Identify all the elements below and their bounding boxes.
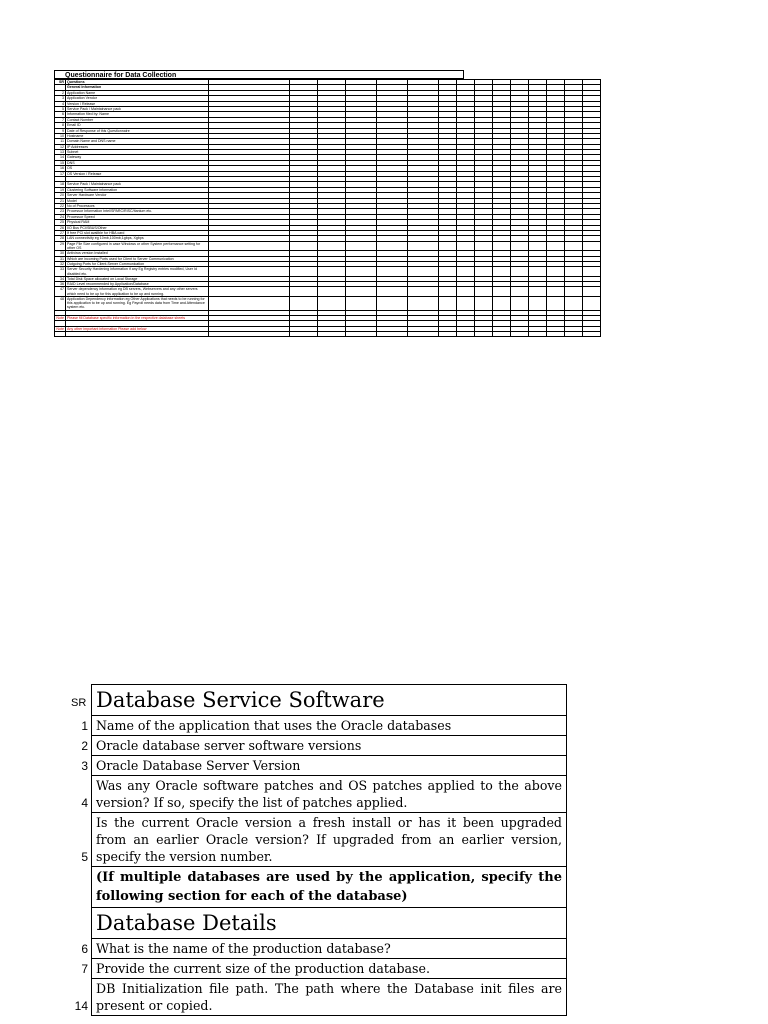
sheet-sr-cell: 33 xyxy=(55,267,66,276)
sheet-empty-cell xyxy=(439,287,457,296)
sheet-sr-cell xyxy=(55,332,66,337)
question-row xyxy=(92,959,567,979)
sheet-question-cell: Contact Number xyxy=(66,117,209,122)
sheet-empty-cell xyxy=(290,296,318,310)
question-row-cell: What is the name of the production database? xyxy=(92,939,567,959)
sheet-empty-cell xyxy=(408,241,439,250)
sheet-sr-cell: 7 xyxy=(55,117,66,122)
sheet-empty-cell xyxy=(318,241,346,250)
sheet-empty-cell xyxy=(493,287,511,296)
sr-number: 6 xyxy=(81,941,88,956)
sheet-empty-cell xyxy=(547,296,565,310)
sheet-question-cell: RAID Level recommended by Application/Database xyxy=(66,282,209,287)
sheet-question-cell: DNS xyxy=(66,160,209,165)
sheet-sr-cell: 30 xyxy=(55,251,66,256)
sheet-empty-cell xyxy=(408,287,439,296)
sheet-empty-cell xyxy=(511,332,529,337)
sheet-empty-cell xyxy=(346,296,377,310)
sheet-sr-cell: Note xyxy=(56,326,64,331)
question-row xyxy=(92,756,567,776)
section-heading xyxy=(92,685,567,716)
sheet-sr-cell: 15 xyxy=(55,160,66,165)
sheet-empty-cell xyxy=(475,287,493,296)
sheet-question-cell: Please fill Database specific information in the respective database sheets xyxy=(66,315,209,320)
sheet-empty-cell xyxy=(565,267,583,276)
sheet-empty-cell xyxy=(547,241,565,250)
sheet-question-cell: Information filed by: Name xyxy=(66,112,209,117)
sheet-empty-cell xyxy=(511,267,529,276)
section-heading-cell: Database Service Software xyxy=(92,685,567,716)
sheet-sr-cell: 26 xyxy=(55,225,66,230)
multiple-db-note xyxy=(92,867,567,908)
sheet-question-cell: OS xyxy=(66,166,209,171)
sheet-question-cell: Outgoing Ports for Client-Server Communication xyxy=(66,261,209,266)
sheet-question-cell: Questions xyxy=(66,80,209,85)
question-row xyxy=(92,813,567,867)
sheet-question-cell: Clustering Software information xyxy=(66,187,209,192)
sheet-question-cell: Page File Size configured in case Windows or other System performance setting for other OS xyxy=(66,241,209,250)
question-row-cell: Provide the current size of the production database. xyxy=(92,959,567,979)
sheet-sr-cell: 11 xyxy=(55,139,66,144)
sheet-sr-cell: 16 xyxy=(55,166,66,171)
sheet-empty-cell xyxy=(439,296,457,310)
sheet-sr-cell: 14 xyxy=(55,155,66,160)
sheet-question-cell: Service Pack / Maintainance pack xyxy=(66,106,209,111)
sheet-row xyxy=(55,267,601,276)
sheet-empty-cell xyxy=(457,241,475,250)
sheet-sr-cell: SR xyxy=(55,80,66,85)
sheet-question-cell xyxy=(66,332,209,337)
questionnaire-table xyxy=(54,79,601,337)
sheet-question-cell: If free PCI slot availble for HBA card xyxy=(66,230,209,235)
sheet-sr-cell: 27 xyxy=(55,230,66,235)
sheet-question-cell: No of Processors xyxy=(66,203,209,208)
sheet-sr-cell: 3 xyxy=(55,96,66,101)
sheet-empty-cell xyxy=(318,267,346,276)
question-row xyxy=(92,776,567,813)
sheet-empty-cell xyxy=(457,296,475,310)
sheet-question-cell: Date of Response of this Questionnaire xyxy=(66,128,209,133)
sheet-empty-cell xyxy=(377,296,408,310)
sheet-question-cell: Model xyxy=(66,198,209,203)
sheet-question-cell: Server Security Hardening information if any Eg Registry entries modified, User Id disabled etc. xyxy=(66,267,209,276)
database-questionnaire-table xyxy=(91,684,567,1016)
sheet-empty-cell xyxy=(511,287,529,296)
sheet-sr-cell: 2 xyxy=(55,90,66,95)
sheet-empty-cell xyxy=(475,296,493,310)
sheet-question-cell: Total Disk Space allocated on Local Storage xyxy=(66,276,209,281)
sheet-title-text: Questionnaire for Data Collection xyxy=(65,72,177,79)
sheet-empty-cell xyxy=(547,267,565,276)
sheet-empty-cell xyxy=(290,287,318,296)
sheet-sr-cell: 47 xyxy=(55,287,66,296)
sheet-empty-cell xyxy=(318,332,346,337)
sheet-sr-cell: 4 xyxy=(55,101,66,106)
sheet-sr-cell: 36 xyxy=(55,282,66,287)
sheet-sr-cell: 28 xyxy=(55,236,66,241)
sheet-sr-cell: 13 xyxy=(55,150,66,155)
sheet-empty-cell xyxy=(408,296,439,310)
sheet-sr-cell: 34 xyxy=(55,276,66,281)
sheet-question-cell: Server Hardware Vendor xyxy=(66,193,209,198)
sheet-question-cell: Application Dependency information eg Other Applications that needs to be running for this application to be up and running. Eg Payroll needs data from Time and Attendance system etc. xyxy=(66,296,209,310)
sheet-sr-cell: 9 xyxy=(55,128,66,133)
sheet-empty-cell xyxy=(529,267,547,276)
sheet-question-cell: Email ID xyxy=(66,123,209,128)
sheet-question-cell: Processor Information Intel/SPARC/RISC/Itanium etc. xyxy=(66,209,209,214)
sheet-question-cell: Antivirus version Installed xyxy=(66,251,209,256)
sheet-empty-cell xyxy=(209,332,290,337)
questionnaire-sheet xyxy=(54,70,709,420)
sheet-empty-cell xyxy=(529,241,547,250)
sheet-empty-cell xyxy=(408,267,439,276)
sheet-empty-cell xyxy=(475,267,493,276)
section-heading xyxy=(92,908,567,939)
sheet-empty-cell xyxy=(290,332,318,337)
sheet-empty-cell xyxy=(583,267,601,276)
sheet-title xyxy=(54,70,464,79)
sheet-empty-cell xyxy=(346,241,377,250)
sheet-empty-cell xyxy=(475,241,493,250)
sheet-empty-cell xyxy=(318,296,346,310)
sheet-sr-cell: 20 xyxy=(55,193,66,198)
sheet-sr-cell: 32 xyxy=(55,261,66,266)
question-row xyxy=(92,979,567,1016)
sheet-empty-cell xyxy=(209,287,290,296)
sheet-empty-cell xyxy=(475,332,493,337)
sheet-empty-cell xyxy=(583,287,601,296)
sheet-sr-cell: Note xyxy=(56,315,64,320)
sheet-empty-cell xyxy=(511,296,529,310)
sheet-question-cell: Subnet xyxy=(66,150,209,155)
sr-number: 2 xyxy=(81,738,88,753)
sheet-empty-cell xyxy=(377,332,408,337)
sheet-empty-cell xyxy=(493,241,511,250)
sheet-empty-cell xyxy=(346,287,377,296)
sheet-sr-cell: 23 xyxy=(55,209,66,214)
sheet-empty-cell xyxy=(457,332,475,337)
sheet-empty-cell xyxy=(318,287,346,296)
sheet-question-cell: Processor Speed xyxy=(66,214,209,219)
question-row xyxy=(92,939,567,959)
question-row xyxy=(92,736,567,756)
sheet-empty-cell xyxy=(439,241,457,250)
sheet-empty-cell xyxy=(565,241,583,250)
sheet-empty-cell xyxy=(493,332,511,337)
sheet-sr-cell: 31 xyxy=(55,256,66,261)
question-row-cell: Is the current Oracle version a fresh install or has it been upgraded from an earlier Oracle version? If upgraded from an earlier version, specify the version number. xyxy=(92,813,567,867)
sheet-question-cell: Application Vendor xyxy=(66,96,209,101)
sheet-empty-cell xyxy=(583,241,601,250)
question-row xyxy=(92,716,567,736)
sheet-empty-cell xyxy=(583,332,601,337)
sr-number: 5 xyxy=(81,849,88,864)
sheet-question-cell: Application Name xyxy=(66,90,209,95)
sheet-empty-cell xyxy=(547,332,565,337)
sheet-question-cell: Any other important information Please add below xyxy=(66,326,209,331)
question-row-cell: Oracle Database Server Version xyxy=(92,756,567,776)
sheet-question-cell: Physical RAM xyxy=(66,220,209,225)
sheet-empty-cell xyxy=(290,267,318,276)
sheet-sr-cell: 48 xyxy=(55,296,66,310)
sheet-empty-cell xyxy=(457,267,475,276)
sheet-sr-cell: 5 xyxy=(55,106,66,111)
sheet-sr-cell: 18 xyxy=(55,182,66,187)
sheet-sr-cell: 21 xyxy=(55,198,66,203)
sheet-question-cell: IP Addresses xyxy=(66,144,209,149)
sheet-sr-cell: 6 xyxy=(55,112,66,117)
sheet-empty-cell xyxy=(209,267,290,276)
sr-number: 1 xyxy=(81,718,88,733)
sheet-empty-cell xyxy=(493,267,511,276)
sheet-empty-cell xyxy=(377,267,408,276)
sheet-row xyxy=(55,287,601,296)
sr-number: 14 xyxy=(74,998,88,1013)
sr-number: 4 xyxy=(81,795,88,810)
sheet-row xyxy=(55,296,601,310)
sheet-empty-cell xyxy=(346,267,377,276)
sheet-empty-cell xyxy=(511,241,529,250)
sheet-empty-cell xyxy=(565,332,583,337)
sheet-question-cell: I/O Bus PCI/SBUS/Other xyxy=(66,225,209,230)
sheet-sr-cell: 10 xyxy=(55,133,66,138)
sheet-empty-cell xyxy=(439,267,457,276)
sheet-empty-cell xyxy=(529,332,547,337)
sheet-row xyxy=(55,332,601,337)
sheet-sr-cell: 17 xyxy=(55,171,66,176)
sr-number: 7 xyxy=(81,961,88,976)
question-row-cell: Name of the application that uses the Oracle databases xyxy=(92,716,567,736)
sheet-empty-cell xyxy=(529,287,547,296)
sheet-question-cell: Server dependency information eg DB servers, Webservers and any other servers which need to be up for this application to be up and running. xyxy=(66,287,209,296)
sheet-question-cell: Which are incoming Ports used for Client to Server Communication xyxy=(66,256,209,261)
sheet-question-cell: Version / Release xyxy=(66,101,209,106)
sheet-empty-cell xyxy=(209,241,290,250)
sr-column-label: SR xyxy=(71,697,87,709)
sheet-empty-cell xyxy=(290,241,318,250)
sheet-empty-cell xyxy=(346,332,377,337)
sheet-question-cell: Domain Name and DNS name xyxy=(66,139,209,144)
sheet-sr-cell: 25 xyxy=(55,220,66,225)
sheet-sr-cell: 19 xyxy=(55,187,66,192)
sheet-sr-cell: 22 xyxy=(55,203,66,208)
sheet-question-cell: General Information xyxy=(66,85,209,90)
sheet-sr-cell: 8 xyxy=(55,123,66,128)
sheet-sr-cell: 24 xyxy=(55,214,66,219)
question-row-cell: Oracle database server software versions xyxy=(92,736,567,756)
sheet-empty-cell xyxy=(565,296,583,310)
sheet-empty-cell xyxy=(493,296,511,310)
sheet-sr-cell: 12 xyxy=(55,144,66,149)
question-row-cell: DB Initialization file path. The path where the Database init files are present or copied. xyxy=(92,979,567,1016)
sheet-empty-cell xyxy=(457,287,475,296)
sheet-empty-cell xyxy=(377,241,408,250)
sheet-empty-cell xyxy=(209,296,290,310)
sheet-question-cell: OS Version / Release xyxy=(66,171,209,176)
sheet-empty-cell xyxy=(439,332,457,337)
question-row-cell: Was any Oracle software patches and OS patches applied to the above version? If so, specify the list of patches applied. xyxy=(92,776,567,813)
multiple-db-note-cell: (If multiple databases are used by the application, specify the following section for each of the database) xyxy=(92,867,567,908)
sheet-empty-cell xyxy=(547,287,565,296)
sheet-question-cell: Service Pack / Maintainance pack xyxy=(66,182,209,187)
sheet-empty-cell xyxy=(583,296,601,310)
sheet-question-cell: LAN connectivity eg 10mb,100mb,1gbps, Xgbps xyxy=(66,236,209,241)
sheet-question-cell: Hostname xyxy=(66,133,209,138)
sheet-sr-cell: 29 xyxy=(55,241,66,250)
sr-number: 3 xyxy=(81,758,88,773)
sheet-question-cell: Gateway xyxy=(66,155,209,160)
sheet-empty-cell xyxy=(565,287,583,296)
sheet-row xyxy=(55,241,601,250)
section-heading-cell: Database Details xyxy=(92,908,567,939)
sheet-empty-cell xyxy=(377,287,408,296)
sheet-empty-cell xyxy=(529,296,547,310)
sheet-empty-cell xyxy=(408,332,439,337)
